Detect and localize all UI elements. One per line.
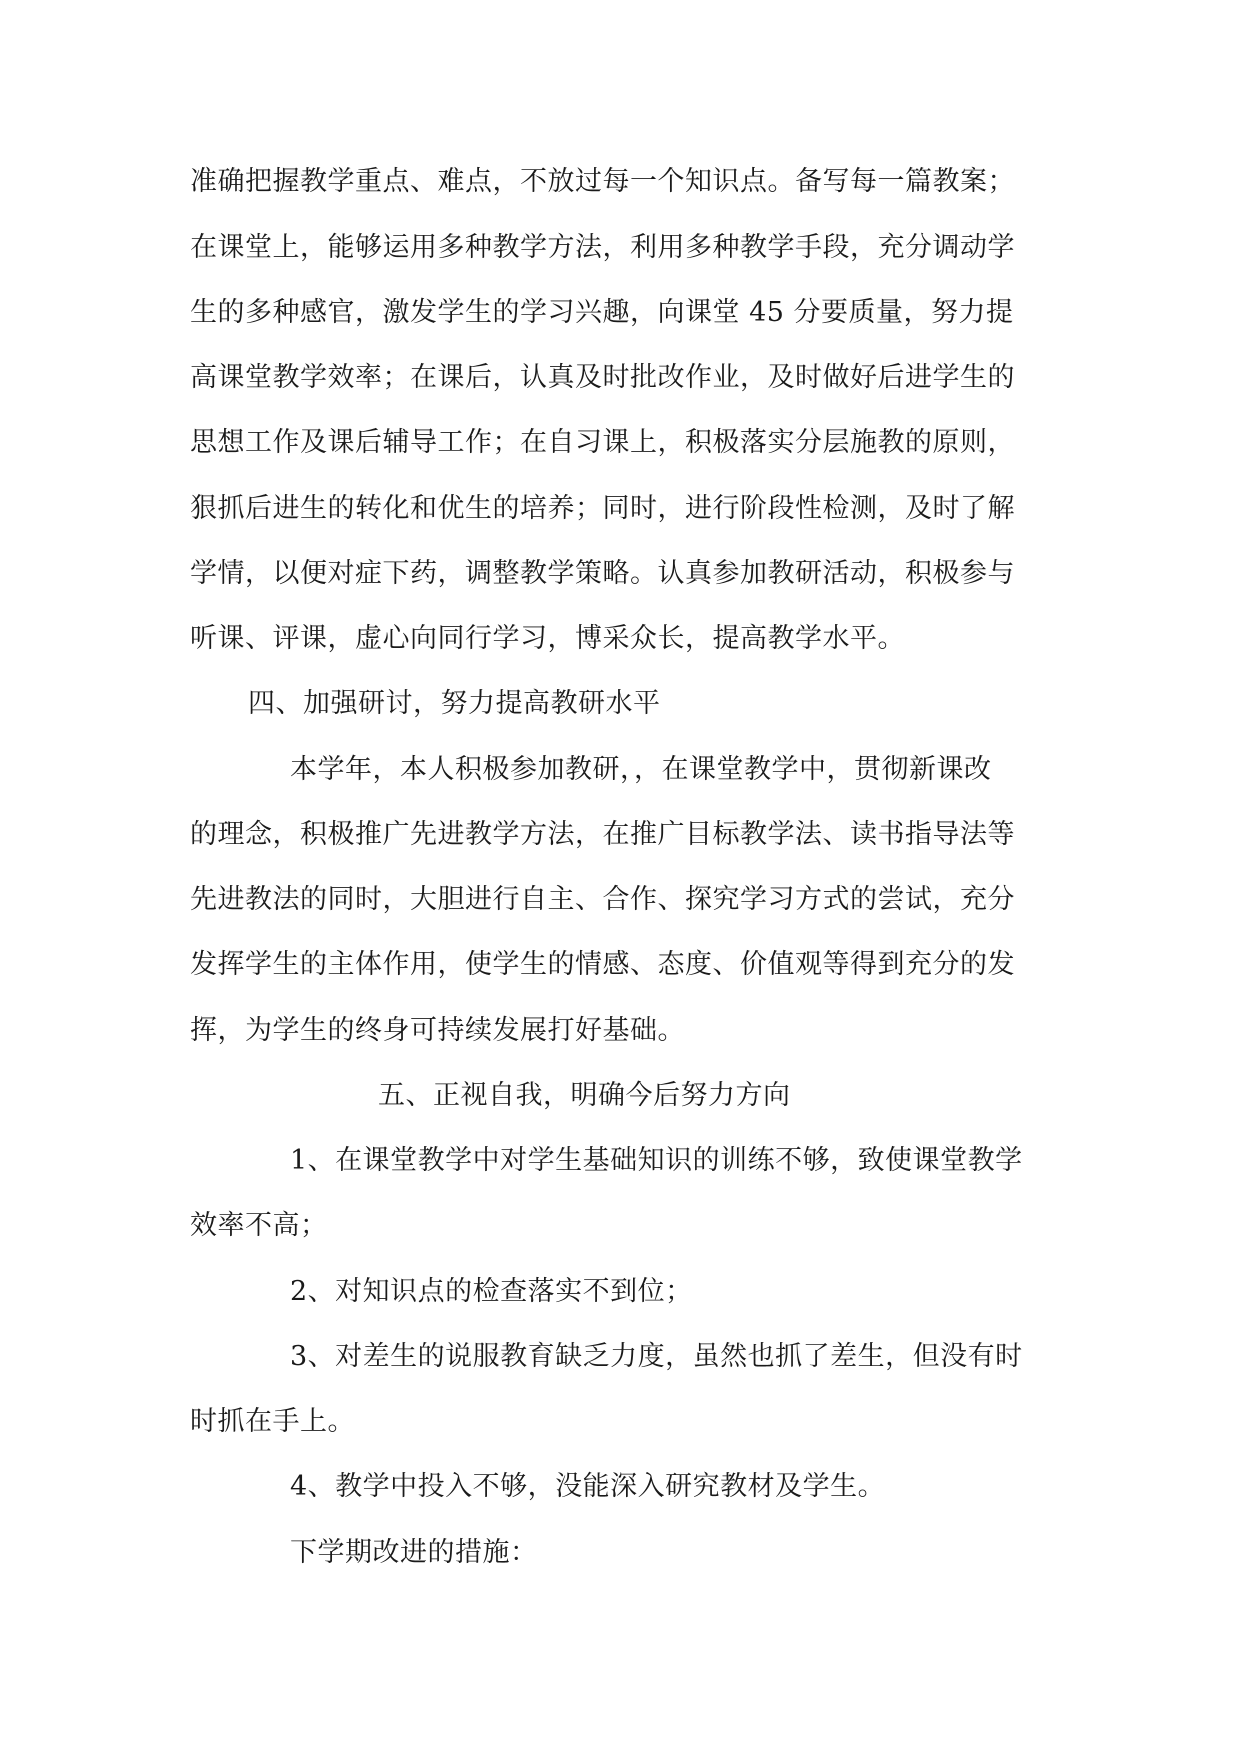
paragraph-line: 的理念，积极推广先进教学方法，在推广目标教学法、读书指导法等 (190, 819, 1015, 850)
list-item: 2、对知识点的检查落实不到位； (290, 1276, 693, 1307)
list-item: 4、教学中投入不够，没能深入研究教材及学生。 (290, 1471, 886, 1502)
list-item: 1、在课堂教学中对学生基础知识的训练不够，致使课堂教学 (290, 1145, 1023, 1176)
paragraph-line: 思想工作及课后辅导工作；在自习课上，积极落实分层施教的原则， (190, 427, 1015, 458)
paragraph-line: 挥，为学生的终身可持续发展打好基础。 (190, 1015, 685, 1046)
paragraph-line: 学情，以便对症下药，调整教学策略。认真参加教研活动，积极参与 (190, 558, 1015, 589)
list-item-continuation: 效率不高； (190, 1210, 328, 1241)
paragraph-line: 狠抓后进生的转化和优生的培养；同时，进行阶段性检测，及时了解 (190, 493, 1015, 524)
section-heading: 五、正视自我，明确今后努力方向 (378, 1080, 791, 1111)
paragraph-line: 高课堂教学效率；在课后，认真及时批改作业，及时做好后进学生的 (190, 362, 1015, 393)
paragraph-line: 发挥学生的主体作用，使学生的情感、态度、价值观等得到充分的发 (190, 949, 1015, 980)
list-item: 3、对差生的说服教育缺乏力度，虽然也抓了差生，但没有时 (290, 1341, 1023, 1372)
paragraph-line: 生的多种感官，激发学生的学习兴趣，向课堂 45 分要质量，努力提 (190, 297, 1014, 328)
section-heading: 四、加强研讨，努力提高教研水平 (248, 688, 661, 719)
paragraph-line: 本学年，本人积极参加教研，，在课堂教学中，贯彻新课改 (290, 754, 992, 785)
paragraph-line: 听课、评课，虚心向同行学习，博采众长，提高教学水平。 (190, 623, 905, 654)
list-item-continuation: 时抓在手上。 (190, 1406, 355, 1437)
paragraph-line: 准确把握教学重点、难点，不放过每一个知识点。备写每一篇教案； (190, 166, 1015, 197)
paragraph-line: 在课堂上，能够运用多种教学方法，利用多种教学手段，充分调动学 (190, 232, 1015, 263)
paragraph-line: 先进教法的同时，大胆进行自主、合作、探究学习方式的尝试，充分 (190, 884, 1015, 915)
subsection-label: 下学期改进的措施： (290, 1537, 538, 1568)
